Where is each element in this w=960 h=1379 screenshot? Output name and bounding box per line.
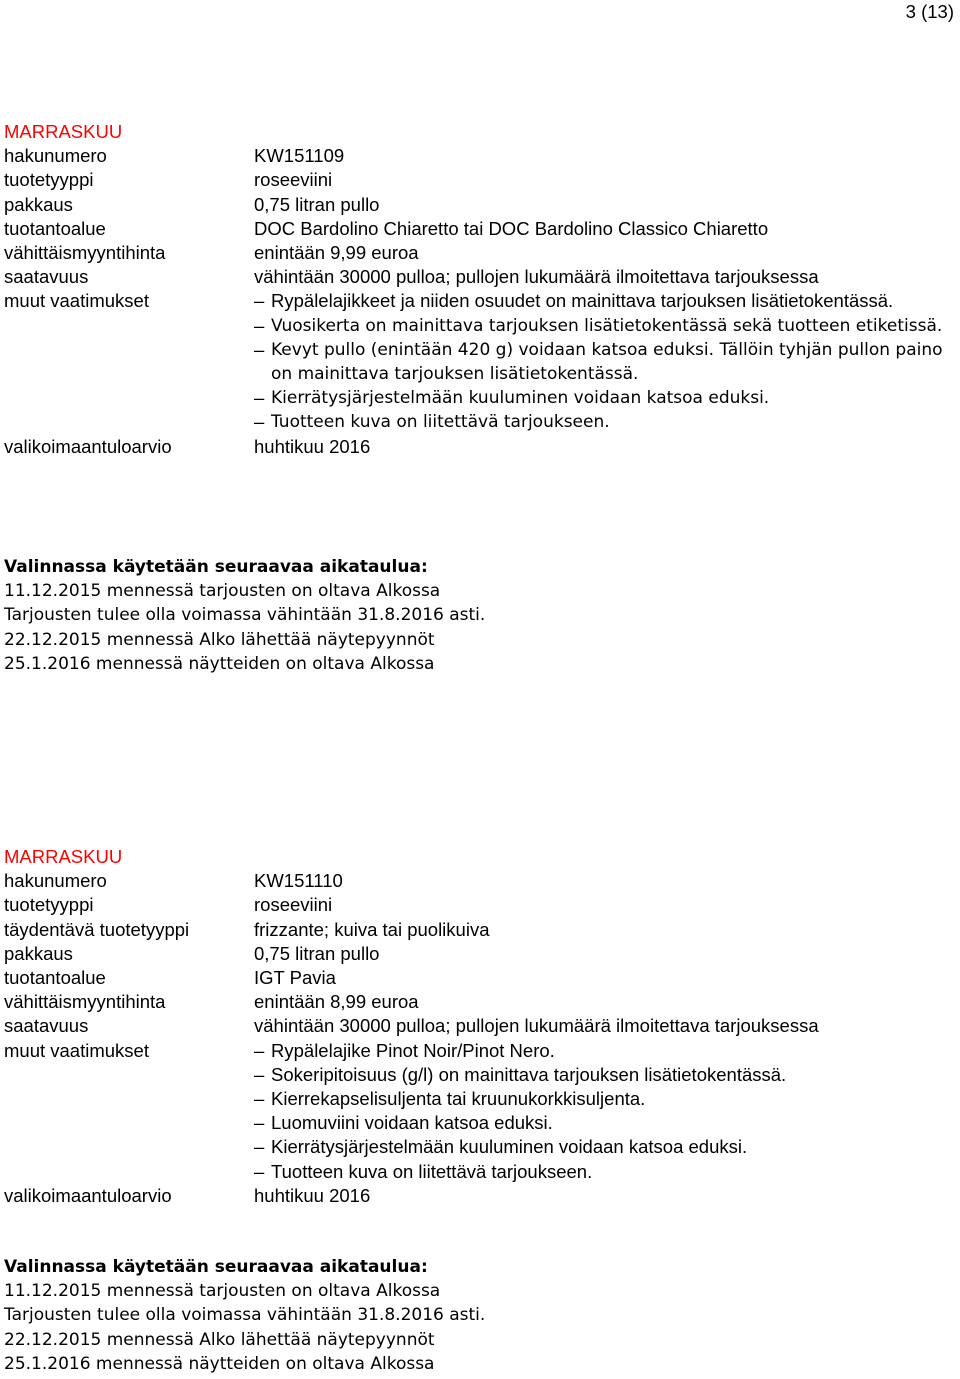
field-row-taydentava [4,918,954,942]
requirements-row [4,289,954,434]
requirement-item [254,314,954,338]
requirement-item [254,338,954,386]
requirement-item [254,1063,954,1087]
dash-bullet: – [254,1112,265,1134]
field-row-hinta [4,241,954,265]
requirement-text: Rypälelajike Pinot Noir/Pinot Nero. [271,1039,555,1061]
field-label: saatavuus [4,1015,89,1037]
field-label: tuotantoalue [4,217,106,239]
schedule-line: 11.12.2015 mennessä tarjousten on oltava Alkossa [4,581,441,602]
page-number: 3 (13) [905,1,954,22]
field-value: KW151110 [254,870,343,892]
dash-bullet: – [254,1088,265,1110]
field-label: hakunumero [4,145,107,167]
field-value: KW151109 [254,145,345,167]
field-row-hakunumero [4,144,954,168]
requirement-item [254,1135,954,1159]
field-value: vähintään 30000 pulloa; pullojen lukumäärä ilmoitettava tarjouksessa [254,266,819,288]
field-value: enintään 9,99 euroa [254,242,419,263]
schedule-title: Valinnassa käytetään seuraavaa aikataulua: [4,1257,428,1277]
field-label: vähittäismyyntihinta [4,242,166,263]
dash-bullet: – [254,387,265,409]
schedule-line: 22.12.2015 mennessä Alko lähettää näytepyynnöt [4,629,435,650]
field-value: IGT Pavia [254,967,336,988]
estimate-label: valikoimaantuloarvio [4,1184,172,1206]
schedule-line: Tarjousten tulee olla voimassa vähintään 31.8.2016 asti. [4,1305,486,1326]
schedule-line: Tarjousten tulee olla voimassa vähintään 31.8.2016 asti. [4,605,486,626]
field-label: pakkaus [4,942,73,964]
requirement-item [254,1039,954,1063]
field-value: frizzante; kuiva tai puolikuiva [254,918,490,940]
field-row-tuotetyyppi [4,893,954,917]
field-label: tuotetyyppi [4,894,94,916]
dash-bullet: – [254,1136,265,1158]
field-label: vähittäismyyntihinta [4,991,166,1013]
dash-bullet: – [254,290,265,312]
estimate-value: huhtikuu 2016 [254,1184,371,1206]
listing-kw151110 [4,845,954,1208]
field-row-arvio [4,435,954,459]
field-row-arvio [4,1184,954,1208]
dash-bullet: – [254,1160,265,1182]
requirements-label: muut vaatimukset [4,290,149,312]
requirement-item [254,386,954,410]
schedule-line: 25.1.2016 mennessä näytteiden on oltava Alkossa [4,1353,435,1374]
field-label: pakkaus [4,193,73,215]
requirement-text: Kierrekapselisuljenta tai kruunukorkkisuljenta. [271,1088,646,1110]
field-row-saatavuus [4,265,954,289]
requirement-text: Rypälelajikkeet ja niiden osuudet on mainittava tarjouksen lisätietokentässä. [271,290,894,312]
field-value: 0,75 litran pullo [254,193,380,215]
requirements-row [4,1039,954,1184]
estimate-label: valikoimaantuloarvio [4,435,172,457]
estimate-value: huhtikuu 2016 [254,435,371,457]
field-label: tuotantoalue [4,967,106,988]
field-value: 0,75 litran pullo [254,942,380,964]
field-row-saatavuus [4,1014,954,1038]
requirements-list [254,289,954,434]
field-label: hakunumero [4,870,107,892]
requirement-item [254,1087,954,1111]
requirement-text: Kevyt pullo (enintään 420 g) voidaan katsoa eduksi. Tällöin tyhjän pullon paino on mainittava tarjouksen lisätietokentässä. [271,339,943,385]
field-row-tuotetyyppi [4,168,954,192]
schedule-line: 22.12.2015 mennessä Alko lähettää näytepyynnöt [4,1329,435,1350]
requirements-label: muut vaatimukset [4,1039,149,1061]
requirement-item [254,289,954,313]
dash-bullet: – [254,338,265,360]
field-label: tuotetyyppi [4,169,94,191]
field-row-pakkaus [4,193,954,217]
schedule-kw151110 [4,1255,904,1376]
schedule-line: 25.1.2016 mennessä näytteiden on oltava Alkossa [4,653,435,674]
requirement-text: Kierrätysjärjestelmään kuuluminen voidaan katsoa eduksi. [271,388,770,409]
requirement-item [254,1111,954,1135]
field-value: roseeviini [254,169,333,191]
listing-kw151109 [4,120,954,459]
field-row-tuotantoalue [4,217,954,241]
field-value: vähintään 30000 pulloa; pullojen lukumäärä ilmoitettava tarjouksessa [254,1015,819,1037]
field-label: täydentävä tuotetyyppi [4,918,190,940]
schedule-kw151109 [4,555,904,676]
requirement-text: Tuotteen kuva on liitettävä tarjoukseen. [271,1160,593,1182]
requirement-text: Sokeripitoisuus (g/l) on mainittava tarjouksen lisätietokentässä. [271,1063,787,1085]
requirements-list [254,1039,954,1184]
dash-bullet: – [254,1063,265,1085]
requirement-text: Vuosikerta on mainittava tarjouksen lisätietokentässä sekä tuotteen etiketissä. [271,315,943,336]
dash-bullet: – [254,411,265,433]
field-row-tuotantoalue [4,966,954,990]
schedule-line: 11.12.2015 mennessä tarjousten on oltava Alkossa [4,1281,441,1302]
field-value: enintään 8,99 euroa [254,991,419,1013]
dash-bullet: – [254,1039,265,1061]
field-row-hakunumero [4,869,954,893]
requirement-text: Kierrätysjärjestelmään kuuluminen voidaan katsoa eduksi. [271,1136,748,1158]
requirement-item [254,410,954,434]
field-row-pakkaus [4,942,954,966]
field-label: saatavuus [4,266,89,288]
dash-bullet: – [254,314,265,336]
field-value: DOC Bardolino Chiaretto tai DOC Bardolino Classico Chiaretto [254,217,769,239]
requirement-text: Tuotteen kuva on liitettävä tarjoukseen. [271,412,610,433]
field-value: roseeviini [254,894,333,916]
month-heading: MARRASKUU [4,846,123,867]
requirement-text: Luomuviini voidaan katsoa eduksi. [271,1112,553,1134]
requirement-item [254,1160,954,1184]
schedule-title: Valinnassa käytetään seuraavaa aikataulua: [4,557,428,577]
field-row-hinta [4,990,954,1014]
month-heading: MARRASKUU [4,121,123,142]
